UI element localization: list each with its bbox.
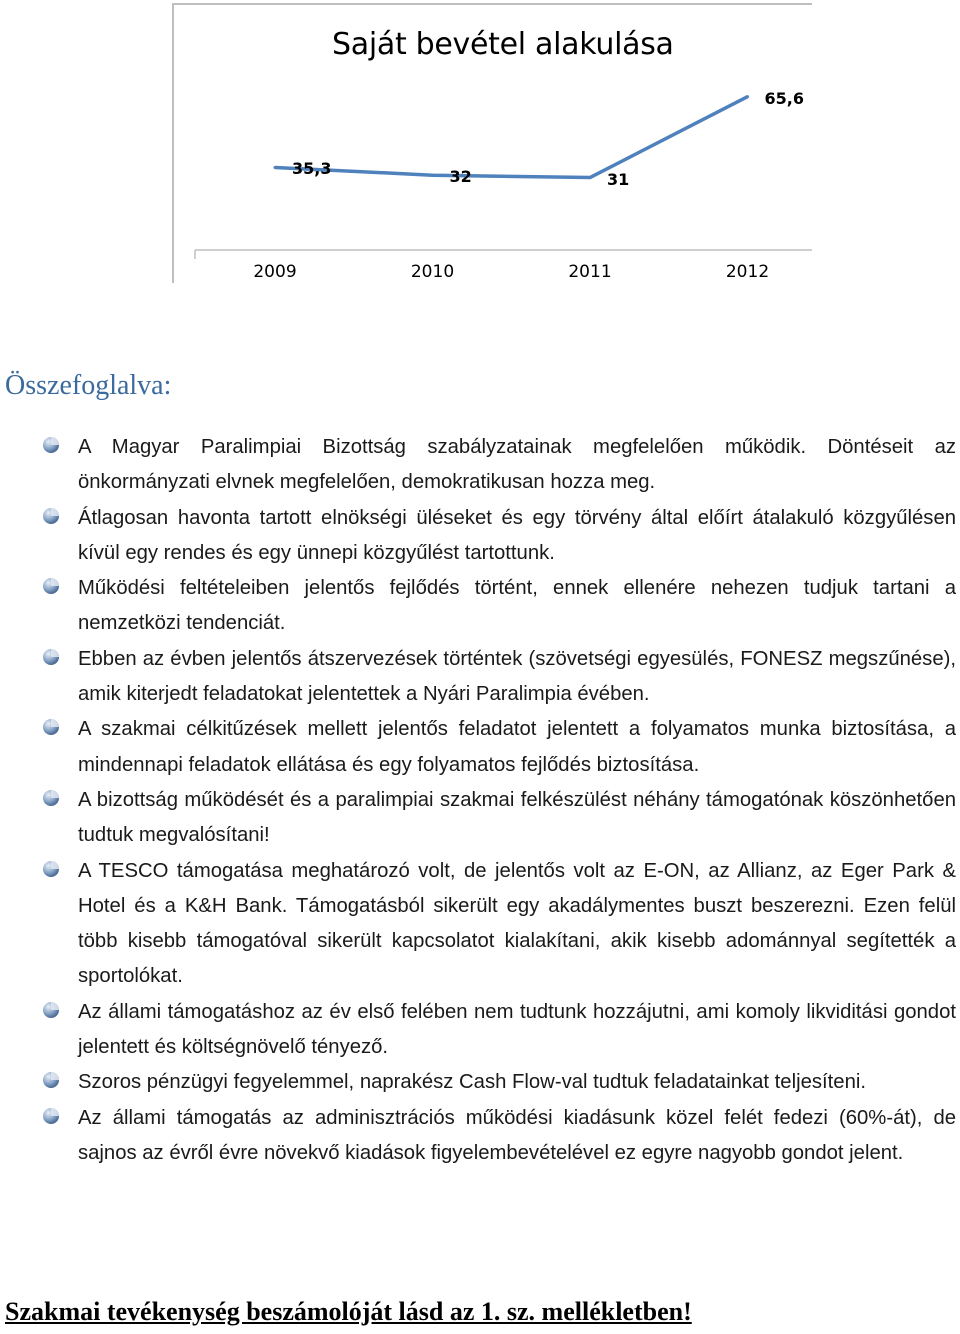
summary-item — [42, 783, 956, 854]
x-tick-label-2012: 2012 — [725, 262, 770, 282]
summary-list — [42, 430, 956, 1171]
summary-item-text: Az állami támogatáshoz az év első felében nem tudtunk hozzájutni, ami komoly likviditási gondot jelentett és költségnövelő tényező. — [78, 1000, 956, 1059]
summary-item — [42, 430, 956, 501]
sphere-bullet-icon — [42, 507, 60, 525]
sphere-bullet-icon — [42, 436, 60, 454]
data-point-2012 — [746, 95, 749, 98]
revenue-chart — [172, 3, 812, 283]
sphere-bullet-icon — [42, 860, 60, 878]
summary-item — [42, 642, 956, 713]
sphere-bullet-icon — [42, 718, 60, 736]
summary-item-text: Az állami támogatás az adminisztrációs működési kiadásunk közel felét fedezi (60%-át), de sajnos az évről évre növekvő kiadások figyelembevételével ez egyre nagyobb gondot jelent. — [78, 1106, 956, 1164]
data-label-2012: 65,6 — [764, 88, 804, 108]
footer-note: Szakmai tevékenység beszámolóját lásd az 1. sz. mellékletben! — [5, 1297, 692, 1326]
summary-heading: Összefoglalva: — [5, 370, 172, 401]
summary-item — [42, 1065, 956, 1100]
summary-item-text: Átlagosan havonta tartott elnökségi üléseket és egy törvény által előírt átalakuló közgyűlésen kívül egy rendes és egy ünnepi közgyűlést tartottunk. — [78, 506, 956, 564]
x-tick-label-2009: 2009 — [253, 262, 297, 282]
data-label-2010: 32 — [449, 167, 472, 187]
x-tick-label-2011: 2011 — [568, 262, 612, 282]
summary-item-text: Ebben az évben jelentős átszervezések történtek (szövetségi egyesülés, FONESZ megszűnése), amik kiterjedt feladatokat jelentettek a Nyári Paralimpia évében. — [78, 647, 956, 706]
sphere-bullet-icon — [42, 789, 60, 807]
summary-item-text: Szoros pénzügyi fegyelemmel, naprakész Cash Flow-val tudtuk feladatainkat teljesíteni. — [78, 1071, 866, 1094]
data-point-2010 — [431, 174, 434, 177]
summary-item — [42, 1101, 956, 1172]
summary-item-text: Működési feltételeiben jelentős fejlődés történt, ennek ellenére nehezen tudjuk tartani a nemzetközi tendenciát. — [78, 577, 956, 635]
sphere-bullet-icon — [42, 1107, 60, 1125]
data-label-2011: 31 — [607, 169, 630, 189]
summary-item-text: A TESCO támogatása meghatározó volt, de jelentős volt az E-ON, az Allianz, az Eger Park & Hotel és a K&H Bank. Támogatásból sikerült egy akadálymentes buszt beszerezni. Ezen felül több kisebb támogatóval sikerült kapcsolatot kialakítani, akik kisebb adománnyal segítették a sportolókat. — [78, 859, 956, 988]
data-point-2011 — [589, 176, 592, 179]
chart-title: Saját bevétel alakulása — [332, 27, 674, 62]
summary-item-text: A szakmai célkitűzések mellett jelentős feladatot jelentett a folyamatos munka biztosítása, a mindennapi feladatok ellátása és egy folyamatos fejlődés biztosítása. — [78, 718, 956, 776]
series-revenue — [274, 95, 750, 179]
sphere-bullet-icon — [42, 648, 60, 666]
summary-item-text: A bizottság működését és a paralimpiai szakmai felkészülést néhány támogatónak köszönhetően tudtuk megvalósítani! — [78, 788, 956, 847]
data-label-2009: 35,3 — [292, 159, 332, 179]
sphere-bullet-icon — [42, 577, 60, 595]
summary-item — [42, 854, 956, 995]
summary-item — [42, 995, 956, 1066]
summary-item — [42, 501, 956, 572]
x-tick-label-2010: 2010 — [410, 262, 455, 282]
series-line — [275, 97, 748, 178]
summary-item — [42, 712, 956, 783]
sphere-bullet-icon — [42, 1001, 60, 1019]
sphere-bullet-icon — [42, 1071, 60, 1089]
data-point-2009 — [274, 166, 277, 169]
summary-item — [42, 571, 956, 642]
summary-item-text: A Magyar Paralimpiai Bizottság szabályzatainak megfelelően működik. Döntéseit az önkormányzati elvnek megfelelően, demokratikusan hozza meg. — [78, 436, 956, 494]
